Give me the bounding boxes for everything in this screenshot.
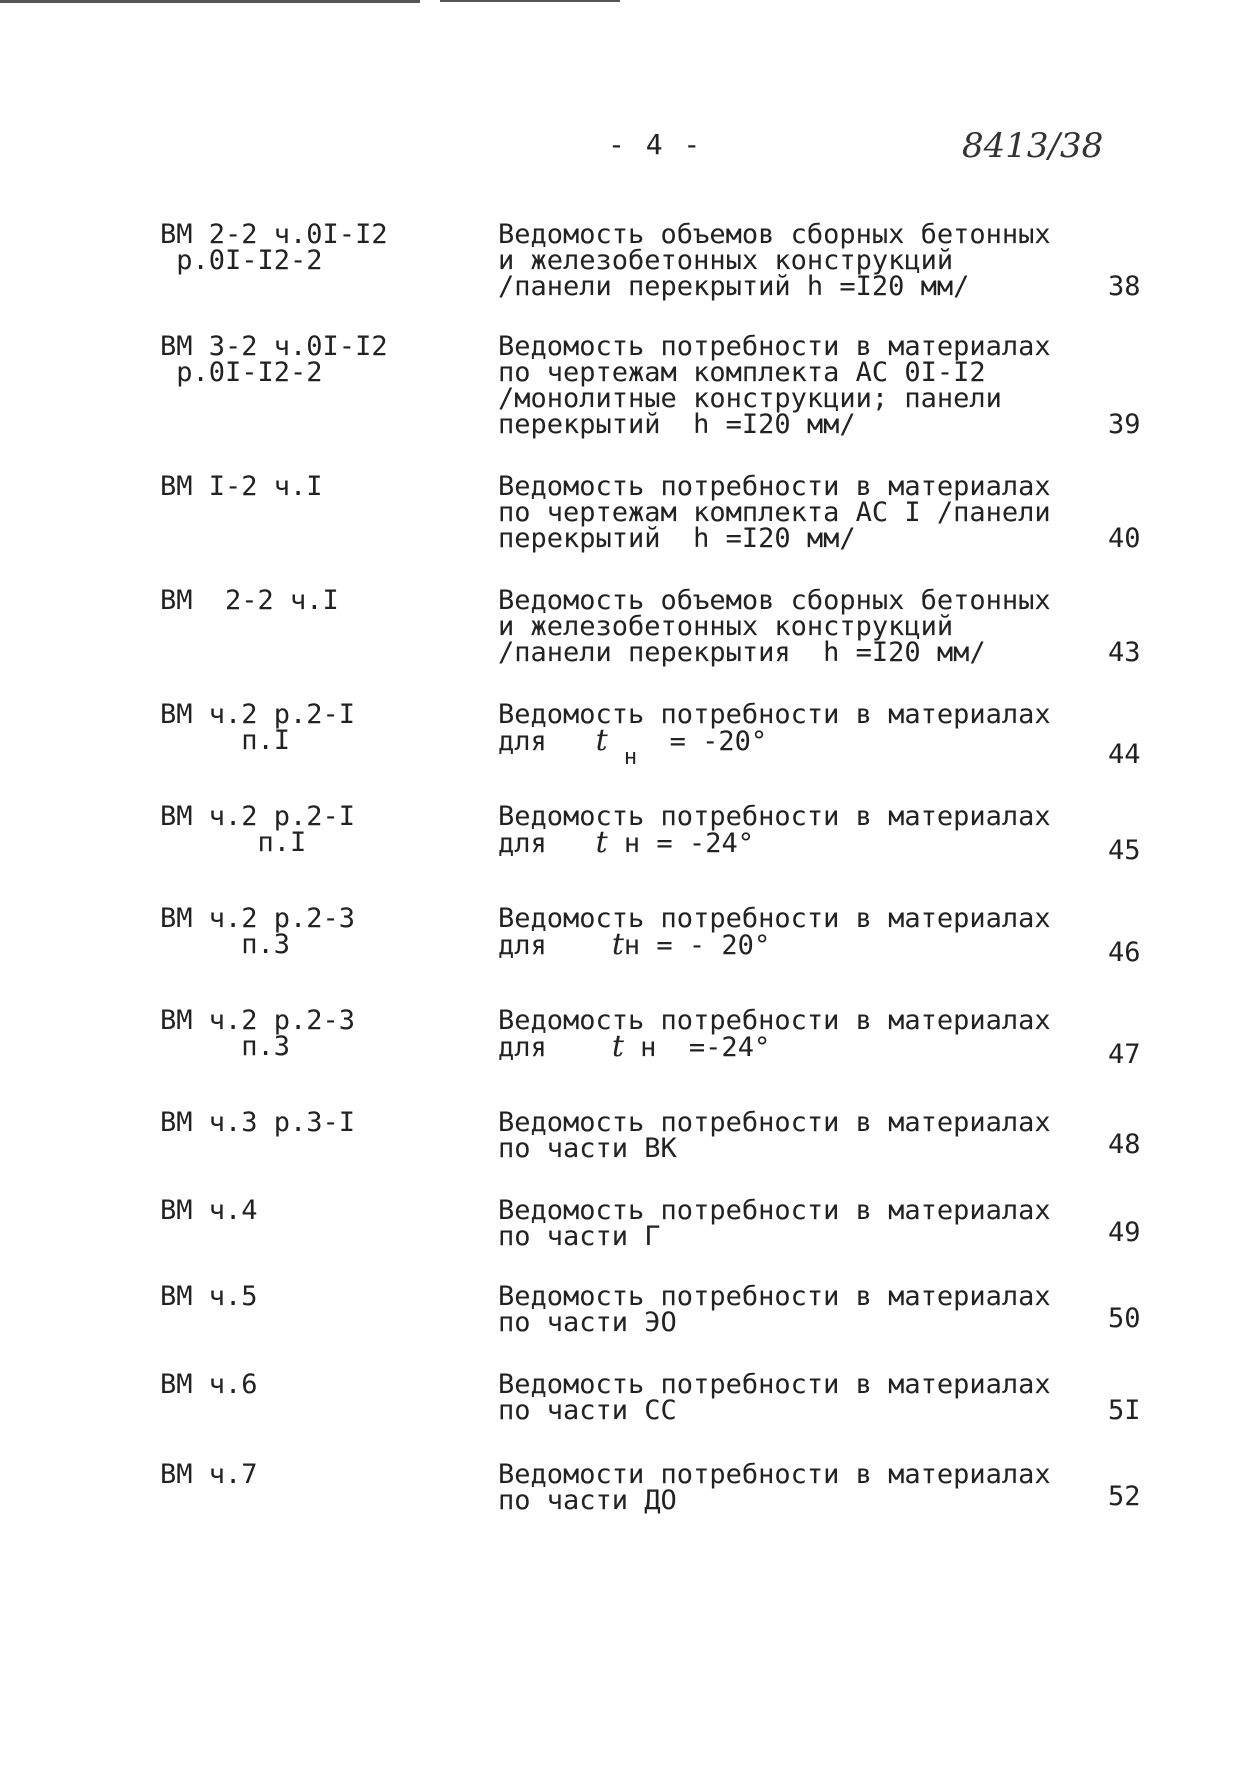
entry-description: Ведомость потребности в материалах по части ВК <box>498 1107 1051 1164</box>
entry-code: ВМ ч.4 <box>160 1195 258 1226</box>
entry-page: 5I <box>1108 1395 1141 1426</box>
temperature-symbol: t <box>595 723 608 758</box>
entry-description: Ведомость объемов сборных бетонных и железобетонных конструкций /панели перекрытий h =I20 мм/ <box>498 219 1051 302</box>
entry-code: ВМ 2-2 ч.I <box>160 585 339 616</box>
entry-description: Ведомости потребности в материалах по части ДО <box>498 1459 1051 1516</box>
entry-code: ВМ ч.3 р.3-I <box>160 1107 356 1138</box>
entry-description: Ведомость потребности в материалах по части Г <box>498 1195 1051 1252</box>
entry-code: ВМ ч.6 <box>160 1369 258 1400</box>
entry-page: 46 <box>1108 937 1141 968</box>
entry-code: ВМ ч.7 <box>160 1459 258 1490</box>
entry-page: 52 <box>1108 1481 1141 1512</box>
entry-page: 43 <box>1108 637 1141 668</box>
entry-description: Ведомость потребности в материалах по чертежам комплекта АС I /панели перекрытий h =I20 мм/ <box>498 471 1051 554</box>
entry-code: ВМ ч.2 р.2-I п.I <box>160 801 356 858</box>
entry-page: 49 <box>1108 1217 1141 1248</box>
entry-page: 44 <box>1108 739 1141 770</box>
entry-description: Ведомость потребности в материалах для t н = -24° <box>498 801 1051 860</box>
entry-code: ВМ I-2 ч.I <box>160 471 323 502</box>
entry-page: 47 <box>1108 1039 1141 1070</box>
entry-description: Ведомость потребности в материалах для t $_н$ = -20° <box>498 699 1051 770</box>
entry-code: ВМ 2-2 ч.0I-I2 р.0I-I2-2 <box>160 219 388 276</box>
top-edge-rule <box>440 0 620 2</box>
entry-page: 48 <box>1108 1129 1141 1160</box>
temperature-symbol: t <box>611 1029 624 1064</box>
entry-code: ВМ ч.2 р.2-3 п.3 <box>160 1005 356 1062</box>
entry-description: Ведомость потребности в материалах по чертежам комплекта АС 0I-I2 /монолитные конструкции; панели перекрытий h =I20 мм/ <box>498 331 1051 440</box>
entry-page: 38 <box>1108 271 1141 302</box>
temperature-symbol: t <box>611 927 624 962</box>
entry-description: Ведомость объемов сборных бетонных и железобетонных конструкций /панели перекрытия h =I20 мм/ <box>498 585 1051 668</box>
entry-page: 40 <box>1108 523 1141 554</box>
entry-page: 45 <box>1108 835 1141 866</box>
entry-code: ВМ ч.2 р.2-3 п.3 <box>160 903 356 960</box>
entry-page: 39 <box>1108 409 1141 440</box>
entry-description: Ведомость потребности в материалах по части СС <box>498 1369 1051 1426</box>
document-id: 8413/38 <box>962 126 1104 166</box>
temperature-symbol: t <box>595 825 608 860</box>
entry-description: Ведомость потребности в материалах для t н =-24° <box>498 1005 1051 1064</box>
entry-description: Ведомость потребности в материалах по части ЭО <box>498 1281 1051 1338</box>
entry-code: ВМ 3-2 ч.0I-I2 р.0I-I2-2 <box>160 331 388 388</box>
entry-code: ВМ ч.5 <box>160 1281 258 1312</box>
entry-page: 50 <box>1108 1303 1141 1334</box>
page-number: - 4 - <box>608 128 703 161</box>
top-edge-rule <box>0 0 420 3</box>
entry-code: ВМ ч.2 р.2-I п.I <box>160 699 356 756</box>
entry-description: Ведомость потребности в материалах для tн = - 20° <box>498 903 1051 962</box>
